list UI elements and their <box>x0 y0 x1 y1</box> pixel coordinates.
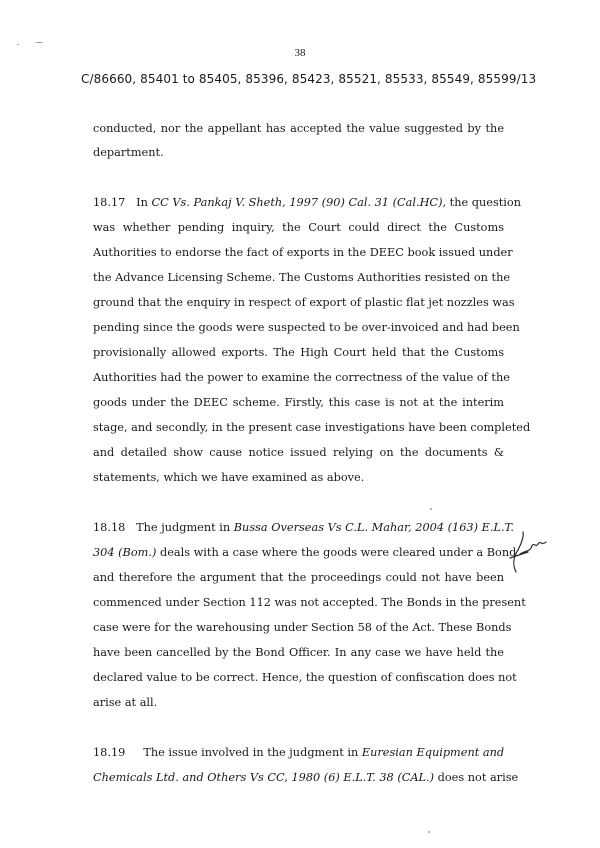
paragraph-line: goods under the DEEC scheme. Firstly, this case is not at the interim <box>93 396 504 409</box>
paragraph-line: and detailed show cause notice issued relying on the documents & <box>93 446 504 459</box>
paragraph-line: case were for the warehousing under Section 58 of the Act. These Bonds <box>93 621 512 634</box>
case-citation: Euresian Equipment and <box>361 746 505 759</box>
paragraph-line: declared value to be correct. Hence, the question of confiscation does not <box>93 671 517 684</box>
paragraph-line: conducted, nor the appellant has accepted the value suggested by the <box>93 122 504 135</box>
text: The judgment in <box>136 521 234 534</box>
scan-speck <box>428 831 430 833</box>
paragraph-line: pending since the goods were suspected to be over-invoiced and had been <box>93 321 520 334</box>
paragraph-line: Authorities to endorse the fact of exports in the DEEC book issued under <box>93 246 513 259</box>
paragraph-line <box>93 771 519 785</box>
scan-speck <box>35 42 43 43</box>
paragraph-line: was whether pending inquiry, the Court could direct the Customs <box>93 221 504 234</box>
paragraph-18-19-line-1 <box>93 746 504 760</box>
text: does not arise <box>434 771 519 784</box>
scan-speck <box>430 508 432 510</box>
text: The issue involved in the judgment in <box>143 746 362 759</box>
paragraph-18-18-line-1 <box>93 521 515 535</box>
case-citation: Bussa Overseas Vs C.L. Mahar, 2004 (163) E.L.T. <box>233 521 515 534</box>
paragraph-line: statements, which we have examined as above. <box>93 471 365 484</box>
paragraph-line: provisionally allowed exports. The High Court held that the Customs <box>93 346 504 359</box>
text: the question <box>446 196 521 209</box>
case-citation: 304 (Bom.) <box>93 546 157 559</box>
text: deals with a case where the goods were cleared under a Bond <box>156 546 517 559</box>
page-number: 38 <box>294 47 306 59</box>
paragraph-number: 18.17 <box>93 196 126 209</box>
paragraph-number: 18.19 <box>93 746 126 759</box>
case-numbers-header: C/86660, 85401 to 85405, 85396, 85423, 85521, 85533, 85549, 85599/13 <box>81 72 537 86</box>
paragraph-18-17-line-1 <box>93 196 521 210</box>
paragraph-line: arise at all. <box>93 696 158 709</box>
paragraph-line: and therefore the argument that the proceedings could not have been <box>93 571 504 584</box>
paragraph-line: have been cancelled by the Bond Officer. In any case we have held the <box>93 646 504 659</box>
paragraph-line: department. <box>93 146 164 159</box>
paragraph-line: ground that the enquiry in respect of export of plastic flat jet nozzles was <box>93 296 515 309</box>
paragraph-number: 18.18 <box>93 521 126 534</box>
case-citation: CC Vs. Pankaj V. Sheth, 1997 (90) Cal. 31 (Cal.HC), <box>151 196 447 209</box>
paragraph-line: commenced under Section 112 was not accepted. The Bonds in the present <box>93 596 526 609</box>
paragraph-line <box>93 546 517 560</box>
paragraph-line: the Advance Licensing Scheme. The Customs Authorities resisted on the <box>93 271 511 284</box>
scan-speck <box>17 44 19 45</box>
paragraph-line: Authorities had the power to examine the correctness of the value of the <box>93 371 510 384</box>
case-citation: Chemicals Ltd. and Others Vs CC, 1980 (6) E.L.T. 38 (CAL.) <box>93 771 435 784</box>
text: In <box>136 196 152 209</box>
paragraph-line: stage, and secondly, in the present case investigations have been completed <box>93 421 531 434</box>
handwritten-signature-icon <box>508 528 552 578</box>
